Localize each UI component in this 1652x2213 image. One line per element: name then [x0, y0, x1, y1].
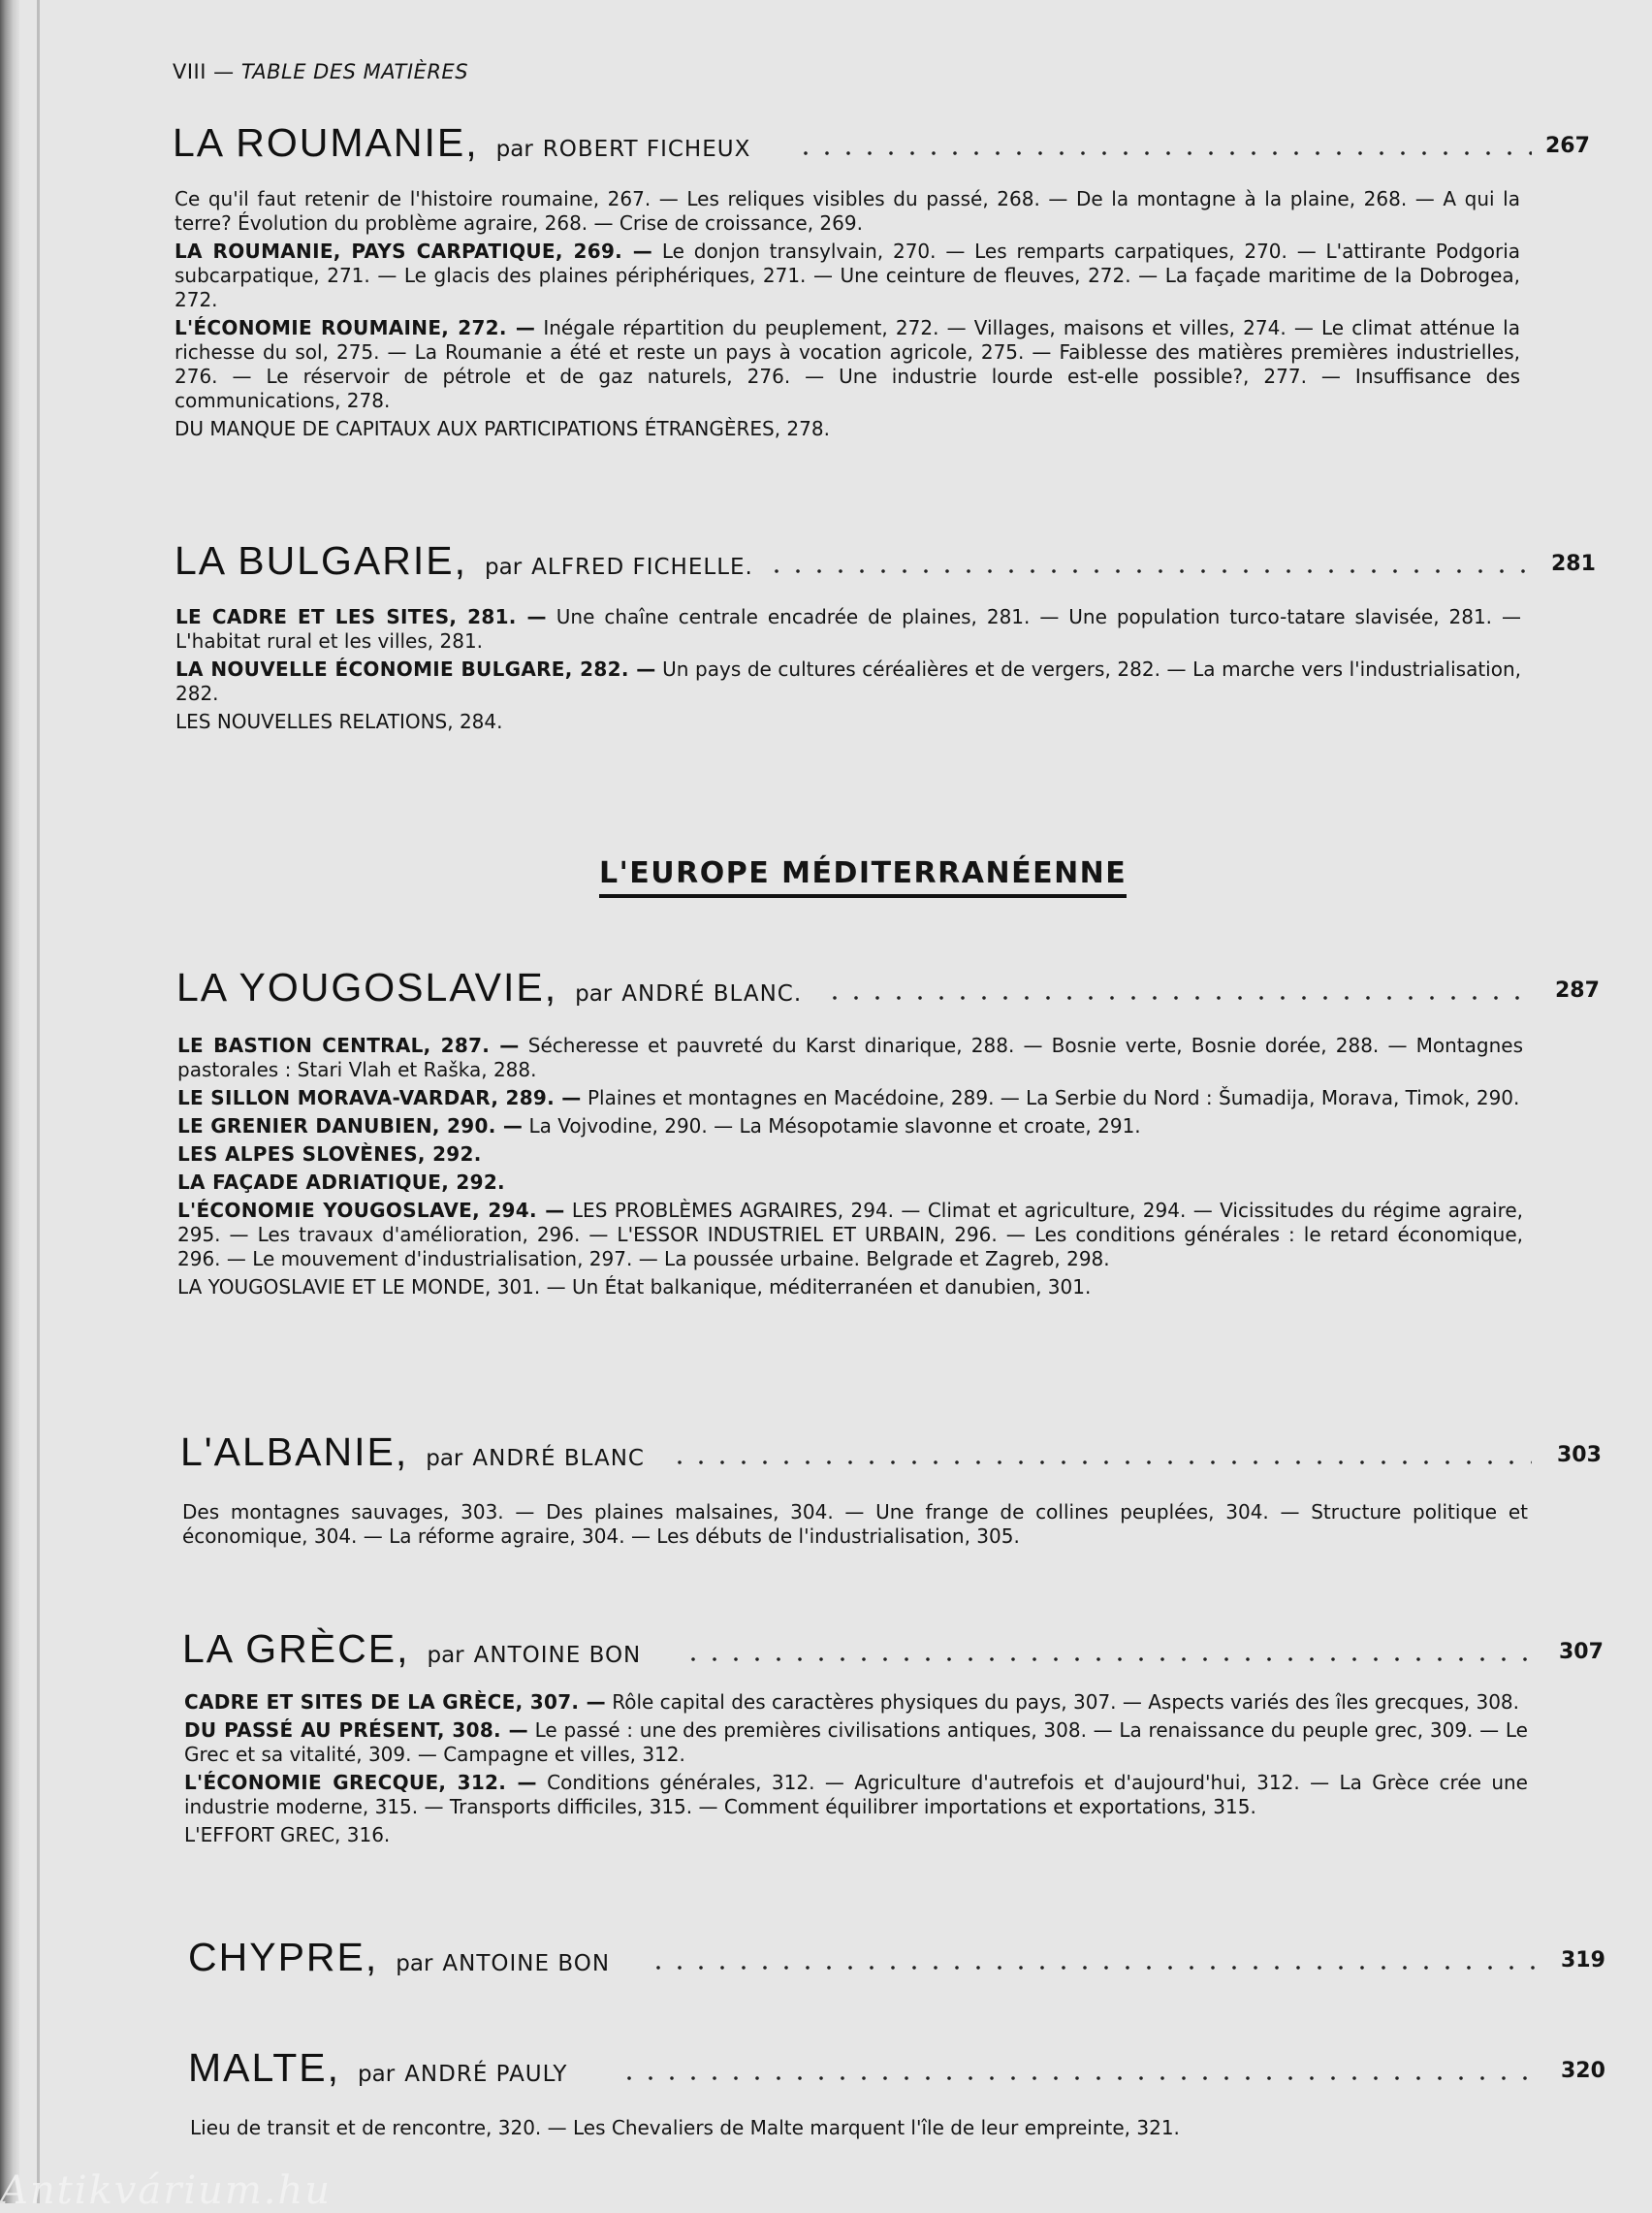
chapter-author: ANTOINE BON [442, 1951, 611, 1976]
chapter-par: par [396, 1951, 433, 1976]
chapter-greece [0, 1620, 1652, 1678]
dot-leader [619, 2075, 1536, 2081]
toc-entry: LA FAÇADE ADRIATIQUE, 292. [177, 1171, 505, 1194]
chapter-name: LA GRÈCE, [182, 1626, 410, 1671]
chapter-cyprus [0, 1928, 1652, 1986]
chapter-name: MALTE, [188, 2045, 341, 2090]
entries-yugoslavia [177, 1034, 1523, 1303]
dot-leader [824, 995, 1532, 1001]
chapter-page-number: 320 [1561, 2059, 1605, 2083]
chapter-par: par [426, 1446, 463, 1471]
page-numeral: VIII [173, 60, 206, 83]
toc-entry: Ce qu'il faut retenir de l'histoire roumaine, 267. — Les reliques visibles du passé, 268. — De la montagne à la plaine, 268. — A qui la terre? Évolution du problème agraire, 268. — Crise de croissance, 269. [175, 187, 1520, 235]
chapter-page-number: 281 [1551, 552, 1596, 576]
dot-leader [766, 568, 1532, 574]
chapter-author: ANDRÉ BLANC [472, 1446, 645, 1471]
chapter-author: ROBERT FICHEUX [542, 137, 751, 162]
chapter-name: LA BULGARIE, [175, 538, 468, 583]
toc-entry: LA NOUVELLE ÉCONOMIE BULGARE, 282. — Un pays de cultures céréalières et de vergers, 282. — La marche vers l'industrialisation, 282. [175, 657, 1522, 705]
chapter-yugoslavia [0, 958, 1652, 1016]
chapter-author: ALFRED FICHELLE. [531, 555, 753, 580]
toc-entry: Lieu de transit et de rencontre, 320. — Les Chevaliers de Malte marquent l'île de leur empreinte, 321. [190, 2116, 1180, 2139]
chapter-name: LA ROUMANIE, [173, 120, 479, 165]
chapter-name: CHYPRE, [188, 1935, 379, 1979]
toc-entry: DU PASSÉ AU PRÉSENT, 308. — Le passé : une des premières civilisations antiques, 308. — La renaissance du peuple grec, 309. — Le Grec et sa vitalité, 309. — Campagne et villes, 312. [184, 1718, 1528, 1766]
running-head [173, 60, 468, 83]
toc-entry: LE SILLON MORAVA-VARDAR, 289. — Plaines et montagnes en Macédoine, 289. — La Serbie du Nord : Šumadija, Morava, Timok, 290. [177, 1086, 1520, 1109]
chapter-page-number: 319 [1561, 1948, 1605, 1972]
chapter-romania [0, 113, 1652, 172]
watermark: Antikvárium.hu [0, 2168, 333, 2213]
chapter-malta [0, 2038, 1652, 2097]
toc-entry: L'EFFORT GREC, 316. [184, 1823, 391, 1846]
toc-entry: Des montagnes sauvages, 303. — Des plaines malsaines, 304. — Une frange de collines peuplées, 304. — Structure politique et économique, 304. — La réforme agraire, 304. — Les débuts de l'industrialisation, 305. [182, 1500, 1528, 1548]
dot-leader [669, 1459, 1532, 1465]
toc-entry: LE BASTION CENTRAL, 287. — Sécheresse et pauvreté du Karst dinarique, 288. — Bosnie verte, Bosnie dorée, 288. — Montagnes pastorales : Stari Vlah et Raška, 288. [177, 1034, 1524, 1081]
chapter-par: par [358, 2062, 396, 2087]
dot-leader [648, 1965, 1536, 1971]
entries-bulgaria [175, 605, 1521, 738]
toc-entry: LE GRENIER DANUBIEN, 290. — La Vojvodine, 290. — La Mésopotamie slavonne et croate, 291. [177, 1114, 1141, 1138]
chapter-par: par [575, 981, 613, 1007]
chapter-par: par [485, 555, 523, 580]
toc-entry: L'ÉCONOMIE GRECQUE, 312. — Conditions générales, 312. — Agriculture d'autrefois et d'aujourd'hui, 312. — La Grèce crée une industrie moderne, 315. — Transports difficiles, 315. — Comment équilibrer importations et exportations, 315. [184, 1771, 1528, 1818]
chapter-albania [0, 1423, 1652, 1481]
chapter-page-number: 287 [1555, 978, 1600, 1003]
running-head-dash: — [213, 60, 235, 83]
chapter-name: LA YOUGOSLAVIE, [176, 965, 558, 1010]
toc-entry: DU MANQUE DE CAPITAUX AUX PARTICIPATIONS ÉTRANGÈRES, 278. [175, 417, 830, 440]
chapter-name: L'ALBANIE, [180, 1429, 409, 1474]
running-head-title: TABLE DES MATIÈRES [240, 60, 469, 83]
entries-romania [175, 187, 1520, 445]
chapter-page-number: 267 [1545, 134, 1590, 158]
entries-albania [182, 1500, 1528, 1553]
dot-leader [795, 150, 1532, 156]
chapter-bulgaria [0, 531, 1652, 590]
toc-entry: CADRE ET SITES DE LA GRÈCE, 307. — Rôle capital des caractères physiques du pays, 307. — Aspects variés des îles grecques, 308. [184, 1690, 1520, 1714]
toc-entry: L'ÉCONOMIE ROUMAINE, 272. — Inégale répartition du peuplement, 272. — Villages, maisons et villes, 274. — Le climat atténue la richesse du sol, 275. — La Roumanie a été et reste un pays à vocation agricole, 275. — Faiblesse des matières premières industrielles, 276. — Le réservoir de pétrole et de gaz naturels, 276. — Une industrie lourde est-elle possible?, 277. — Insuffisance des communications, 278. [175, 316, 1520, 412]
chapter-page-number: 307 [1559, 1640, 1604, 1664]
toc-entry: LA YOUGOSLAVIE ET LE MONDE, 301. — Un État balkanique, méditerranéen et danubien, 301. [177, 1275, 1092, 1299]
section-title: L'EUROPE MÉDITERRANÉENNE [599, 856, 1127, 898]
toc-entry: LES ALPES SLOVÈNES, 292. [177, 1142, 482, 1166]
chapter-page-number: 303 [1557, 1443, 1602, 1467]
chapter-par: par [495, 137, 533, 162]
toc-entry: LE CADRE ET LES SITES, 281. — Une chaîne centrale encadrée de plaines, 281. — Une population turco-tatare slavisée, 281. — L'habitat rural et les villes, 281. [175, 605, 1521, 653]
chapter-author: ANDRÉ PAULY [404, 2062, 568, 2087]
toc-entry: LA ROUMANIE, PAYS CARPATIQUE, 269. — Le donjon transylvain, 270. — Les remparts carpatiques, 270. — L'attirante Podgoria subcarpatique, 271. — Le glacis des plaines périphériques, 271. — Une ceinture de fleuves, 272. — La façade maritime de la Dobrogea, 272. [175, 240, 1521, 311]
entries-malta [190, 2116, 1528, 2144]
chapter-author: ANDRÉ BLANC. [621, 981, 803, 1007]
dot-leader [683, 1656, 1536, 1662]
chapter-par: par [427, 1643, 464, 1668]
toc-entry: L'ÉCONOMIE YOUGOSLAVE, 294. — LES PROBLÈMES AGRAIRES, 294. — Climat et agriculture, 294. — Vicissitudes du régime agraire, 295. — Les travaux d'amélioration, 296. — L'ESSOR INDUSTRIEL ET URBAIN, 296. — Les conditions générales : le retard économique, 296. — Le mouvement d'industrialisation, 297. — La poussée urbaine. Belgrade et Zagreb, 298. [177, 1199, 1524, 1270]
toc-entry: LES NOUVELLES RELATIONS, 284. [175, 710, 503, 733]
chapter-author: ANTOINE BON [473, 1643, 642, 1668]
entries-greece [184, 1690, 1528, 1851]
